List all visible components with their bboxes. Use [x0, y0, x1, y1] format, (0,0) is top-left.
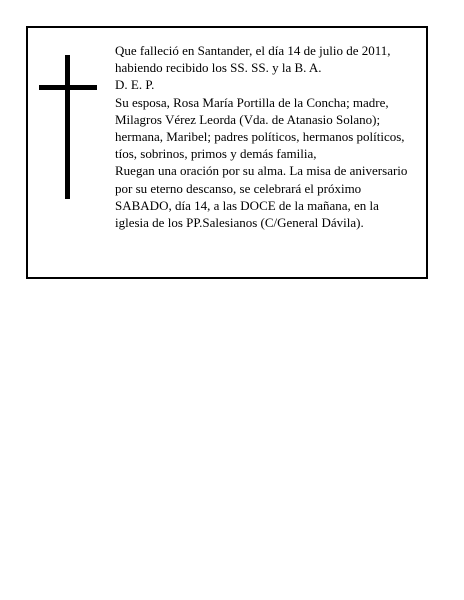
notice-line-family-1: Su esposa, Rosa María Portilla de la Concha; madre,	[115, 94, 389, 110]
notice-line-mass-1: Ruegan una oración por su alma. La misa de aniversario	[115, 163, 408, 179]
notice-line-announcement: Que falleció en Santander, el día 14 de julio de 2011,	[115, 43, 391, 58]
notice-line-sacraments: habiendo recibido los SS. SS. y la B. A.	[115, 60, 322, 76]
obituary-notice	[26, 26, 428, 279]
notice-line-family-4: tíos, sobrinos, primos y demás familia,	[115, 146, 317, 162]
notice-line-mass-3: SABADO, día 14, a las DOCE de la mañana, en la	[115, 197, 379, 213]
cross-horizontal-bar	[39, 85, 97, 90]
cross-vertical-bar	[65, 55, 70, 199]
notice-line-family-2: Milagros Vérez Leorda (Vda. de Atanasio Solano);	[115, 111, 381, 127]
cross-icon	[39, 55, 97, 199]
notice-line-dep: D. E. P.	[115, 77, 155, 93]
notice-line-mass-4: iglesia de los PP.Salesianos (C/General Dávila).	[115, 214, 364, 230]
notice-text	[115, 42, 423, 231]
notice-line-family-3: hermana, Maribel; padres políticos, hermanos políticos,	[115, 128, 405, 144]
notice-line-mass-2: por su eterno descanso, se celebrará el próximo	[115, 180, 362, 196]
